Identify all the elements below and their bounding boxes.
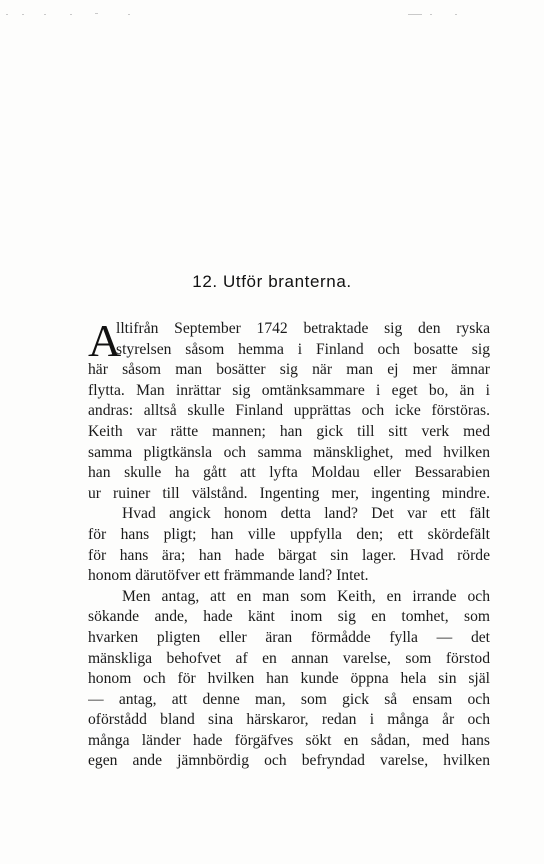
scan-specks [0,12,544,18]
text-line: egen ande jämnbördig och befryndad varelse, hvilken [88,752,490,770]
text-line: — antag, att denne man, som gick så ensam och [88,690,490,708]
text-line: lltifrån September 1742 betraktade sig den ryska [116,320,490,337]
text-line: många länder hade förgäfves sökt en sådan, med hans [88,731,490,749]
body-text [88,315,490,772]
text-line: honom och för hvilken han kunde öppna hela sin själ [88,670,490,688]
text-line: Hvad angick honom detta land? Det var ett fält [122,505,490,523]
text-line: för hans pligt; han ville uppfylla den; ett skördefält [88,525,490,543]
text-line: styrelsen såsom hemma i Finland och bosatte sig [116,340,490,358]
chapter-title: 12. Utför branterna. [192,272,352,291]
drop-cap-letter: A [88,315,122,366]
drop-cap [88,315,122,366]
text-line: Men antag, att en man som Keith, en irrande och [122,587,490,605]
text-line: flytta. Man inrättar sig omtänksammare i eget bo, än i [88,381,490,399]
text-line: oförstådd bland sina härskaror, redan i många år och [88,711,490,729]
text-line: han skulle ha gått att lyfta Moldau eller Bessarabien [88,464,490,482]
text-line: samma pligtkänsla och samma mänsklighet, med hvilken [88,443,490,461]
text-line: Keith var rätte mannen; han gick till sitt verk med [88,422,490,440]
text-line: för hans ära; han hade bärgat sin lager. Hvad rörde [88,546,490,564]
text-lines [88,319,490,772]
text-line: andras: alltså skulle Finland upprättas och icke förstöras. [88,402,490,420]
text-line: honom därutöfver ett främmande land? Intet. [88,567,369,585]
text-line: ur ruiner till välstånd. Ingenting mer, ingenting mindre. [88,484,490,502]
text-line: mänskliga behofvet af en annan varelse, som förstod [88,649,490,667]
text-line: hvarken pligten eller äran förmådde fylla — det [88,628,490,646]
text-line: här såsom man bosätter sig när man ej mer ämnar [88,361,490,379]
text-line: sökande ande, hade känt inom sig en tomhet, som [88,608,490,626]
